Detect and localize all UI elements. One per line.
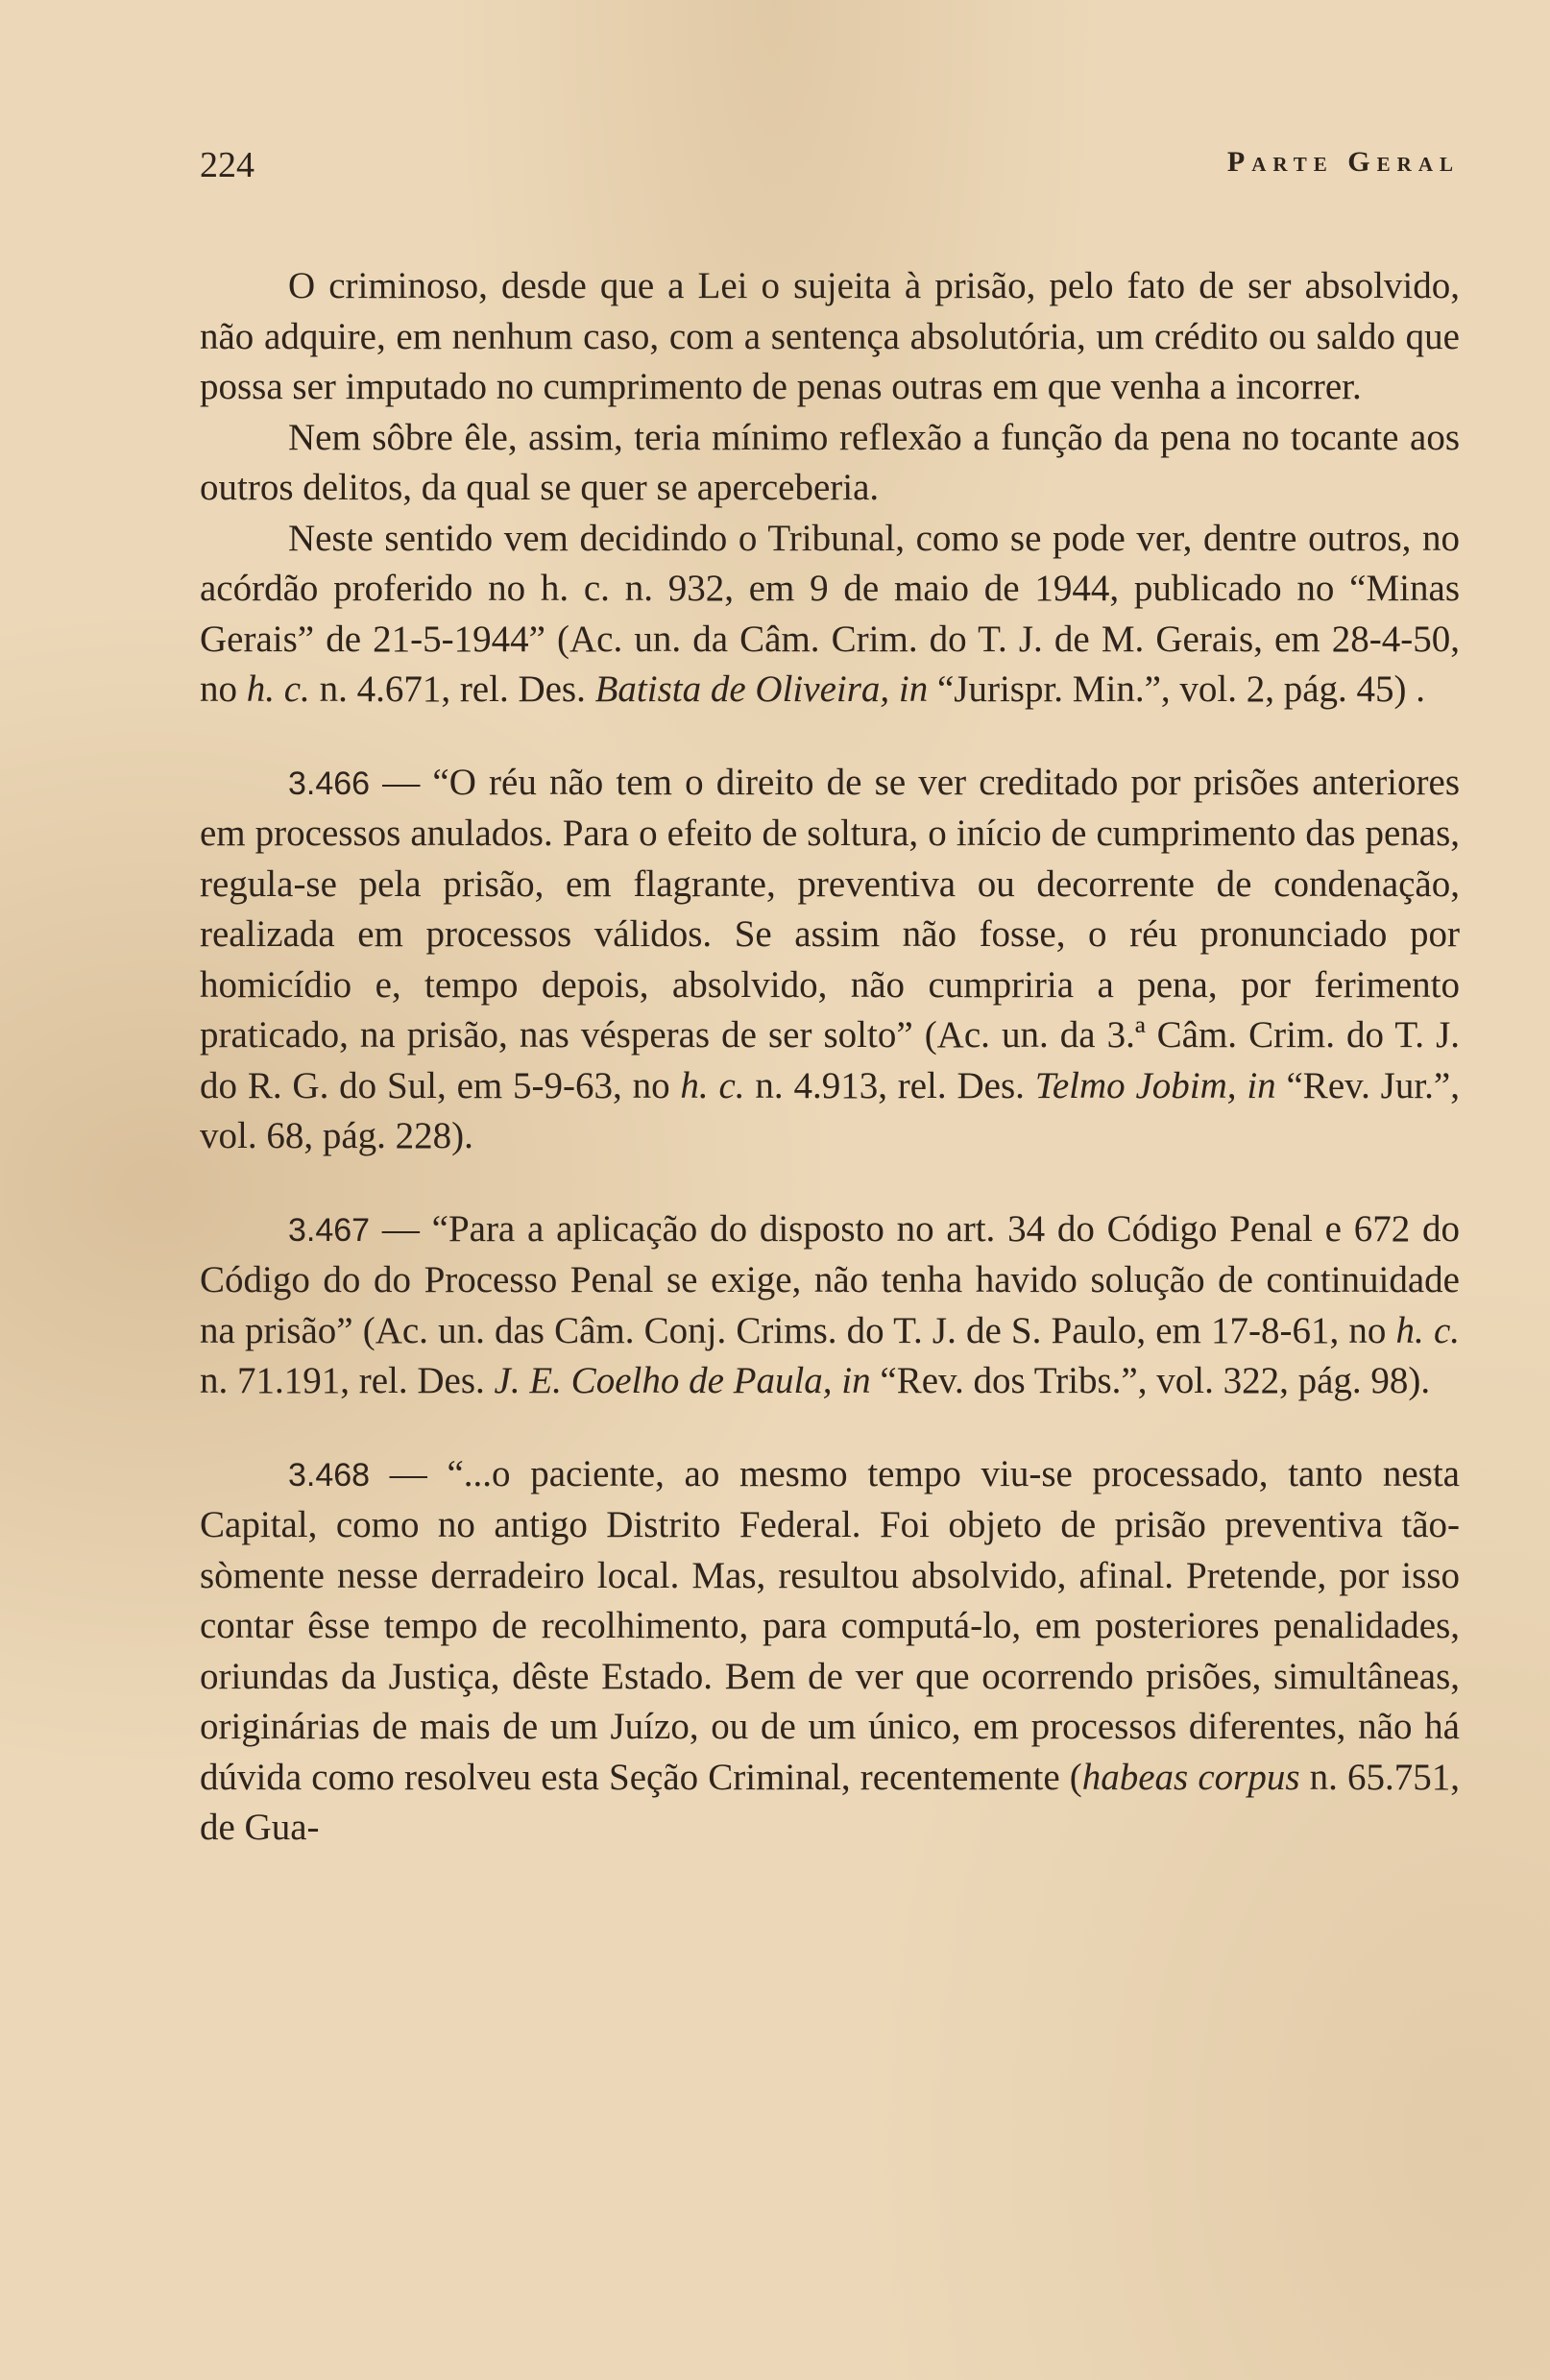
italic-segment: Batista de Oliveira, in	[594, 668, 929, 710]
paragraph	[200, 514, 1460, 716]
entry-3467	[200, 1204, 1460, 1407]
paragraph: Nem sôbre êle, assim, teria mínimo reflexão a função da pena no tocante aos outros delitos, da qual se quer se aperceberia.	[200, 416, 1460, 508]
text-segment: — “Para a aplicação do disposto no art. 34 do Código Penal e 672 do Código do do Processo Penal se exige, não tenha havido solução de continuidade na prisão” (Ac. un. das Câm. Conj. Crims. do T. J. de S. Paulo, em 17-8-61, no	[200, 1207, 1460, 1351]
italic-segment: habeas corpus	[1081, 1756, 1300, 1798]
text-segment: — “...o paciente, ao mesmo tempo viu-se processado, tanto nesta Capital, como no antigo Distrito Federal. Foi objeto de prisão preventiva tão-sòmente nesse derradeiro local. Mas, resultou absolvido, afinal. Pretende, por isso contar êsse tempo de recolhimento, para computá-lo, em posteriores penalidades, oriundas da Justiça, dêste Estado. Bem de ver que ocorrendo prisões, simultâneas, originárias de mais de um Juízo, ou de um único, em processos diferentes, não há dúvida como resolveu esta Seção Criminal, recentemente (	[200, 1452, 1460, 1798]
text-segment: — “O réu não tem o direito de se ver creditado por prisões anteriores em processos anulados. Para o efeito de soltura, o início de cumprimento das penas, regula-se pela prisão, em flagrante, preventiva ou decorrente de condenação, realizada em processos válidos. Se assim não fosse, o réu pronunciado por homicídio e, tempo depois, absolvido, não cumpriria a pena, por ferimento praticado, na prisão, nas vésperas de ser solto” (Ac. un. da 3.ª Câm. Crim. do T. J. do R. G. do Sul, em 5-9-63, no	[200, 761, 1460, 1106]
running-head: Parte Geral	[1226, 146, 1460, 178]
text-segment: n. 65.751, de Gua-	[200, 1756, 1460, 1848]
page-body	[200, 261, 1460, 1854]
text-segment: n. 71.191, rel. Des.	[200, 1360, 495, 1401]
paragraph: O criminoso, desde que a Lei o sujeita à prisão, pelo fato de ser absolvido, não adquire, em nenhum caso, com a sentença absolutória, um crédito ou saldo que possa ser imputado no cumprimento de penas outras em que venha a incorrer.	[200, 265, 1460, 407]
text-segment: n. 4.913, rel. Des.	[744, 1064, 1035, 1106]
italic-segment: Telmo Jobim, in	[1034, 1064, 1276, 1106]
page-header	[200, 144, 1460, 192]
page-number: 224	[200, 145, 254, 185]
entry-number: 3.467	[288, 1211, 371, 1249]
text-segment: “Rev. Jur.”, vol. 68, pág. 228).	[200, 1064, 1460, 1156]
entry-3466	[200, 758, 1460, 1162]
text-segment: n. 4.671, rel. Des.	[309, 668, 595, 710]
italic-segment: h. c.	[246, 668, 310, 710]
text-segment: “Rev. dos Tribs.”, vol. 322, pág. 98).	[870, 1360, 1431, 1401]
text-segment: Neste sentido vem decidindo o Tribunal, como se pode ver, dentre outros, no acórdão proferido no h. c. n. 932, em 9 de maio de 1944, publicado no “Minas Gerais” de 21-5-1944” (Ac. un. da Câm. Crim. do T. J. de M. Gerais, em 28-4-50, no	[200, 517, 1460, 710]
italic-segment: J. E. Coelho de Paula, in	[494, 1360, 871, 1401]
italic-segment: h. c.	[680, 1064, 745, 1106]
entry-number: 3.468	[288, 1456, 371, 1494]
text-segment: “Jurispr. Min.”, vol. 2, pág. 45) .	[928, 668, 1426, 710]
entry-3468	[200, 1449, 1460, 1854]
entry-number: 3.466	[288, 765, 371, 802]
italic-segment: h. c.	[1395, 1309, 1461, 1351]
